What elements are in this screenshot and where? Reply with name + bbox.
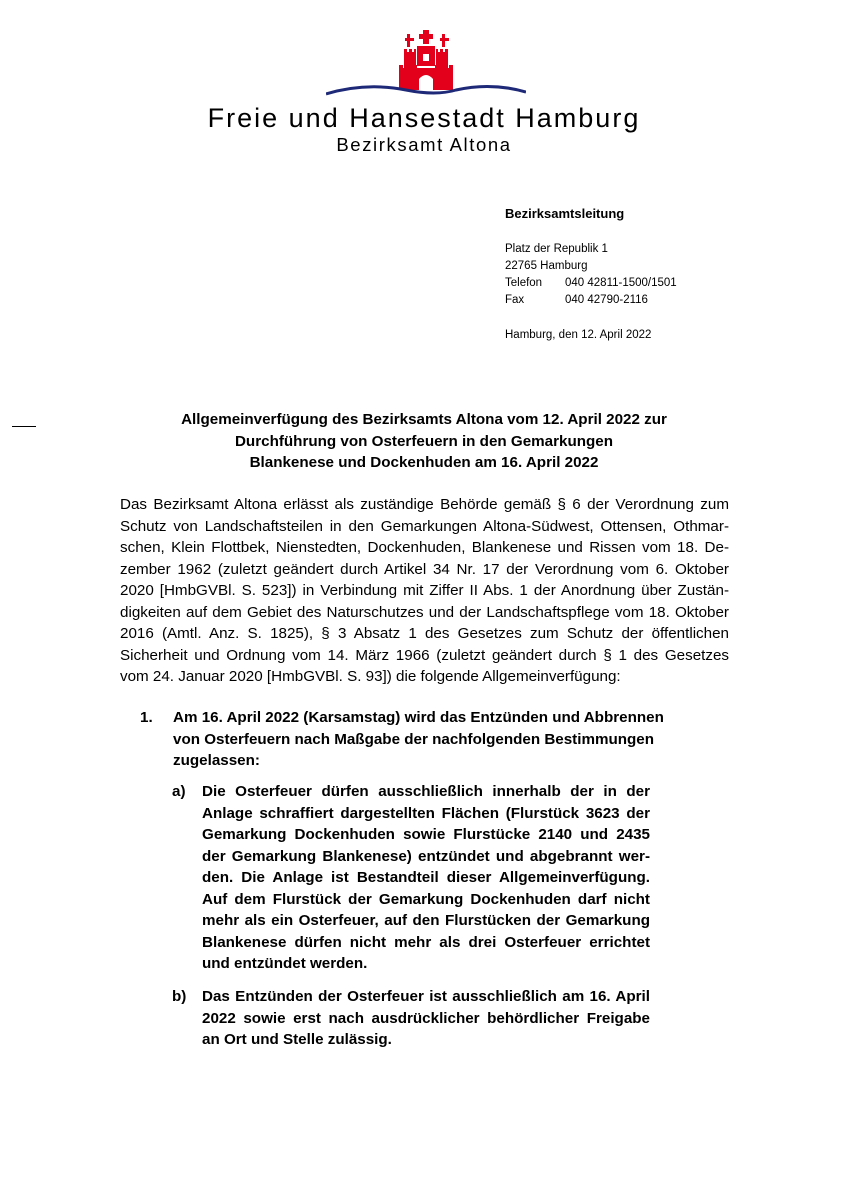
sub-item-label: b) — [172, 988, 187, 1005]
hamburg-coat-of-arms-icon — [326, 30, 526, 104]
fold-mark — [12, 426, 36, 427]
sub-item-text: Das Entzünden der Osterfeuer ist ausschließlich am 16. April 2022 sowie erst nach ausdrücklicher behördlicher Freigabe an Ort und Stelle zulässig. — [202, 988, 650, 1048]
org-subtitle: Bezirksamt Altona — [336, 134, 512, 155]
fax-label: Fax — [505, 294, 525, 306]
document-title — [120, 409, 728, 474]
sub-item-label: a) — [172, 783, 186, 800]
sub-item-b — [172, 986, 650, 1051]
address-city: 22765 Hamburg — [505, 260, 588, 272]
title-line-3: Blankenese und Dockenhuden am 16. April 2022 — [249, 454, 599, 471]
address-street: Platz der Republik 1 — [505, 243, 608, 255]
item-text: Am 16. April 2022 (Karsamstag) wird das Entzünden und Abbrennen von Osterfeuern nach Maßgabe der nachfolgenden Bestimmungen zugelassen: — [173, 709, 664, 769]
title-line-1: Allgemeinverfügung des Bezirksamts Altona vom 12. April 2022 zur — [181, 411, 667, 428]
sub-item-a — [172, 781, 650, 975]
item-number: 1. — [140, 709, 153, 726]
fax-row — [505, 292, 677, 309]
document-date: Hamburg, den 12. April 2022 — [505, 329, 652, 341]
phone-label: Telefon — [505, 277, 543, 289]
intro-paragraph: Das Bezirksamt Altona erlässt als zuständige Behörde gemäß § 6 der Verordnung zum Schutz von Landschaftsteilen in den Gemarkungen Altona-Südwest, Ottensen, Othmarschen, Klein Flottbek, Nienstedten, Dockenhuden, Blankenese und Rissen vom 18. Dezember 1962 (zuletzt geändert durch Artikel 34 Nr. 17 der Verordnung vom 6. Oktober 2020 [HmbGVBl. S. 523]) in Verbindung mit Ziffer II Abs. 1 der Anordnung über Zuständigkeiten auf dem Gebiet des Naturschutzes und der Landschaftspflege vom 18. Oktober 2016 (Amtl. Anz. S. 1825), § 3 Absatz 1 des Gesetzes zum Schutz der öffentlichen Sicherheit und Ordnung vom 14. März 1966 (zuletzt geändert durch § 1 des Gesetzes vom 24. Januar 2020 [HmbGVBl. S. 93]) die folgende Allgemeinverfügung: — [120, 496, 729, 685]
org-name: Freie und Hansestadt Hamburg — [207, 103, 641, 133]
department: Bezirksamtsleitung — [505, 206, 625, 221]
list-item — [140, 707, 680, 772]
title-line-2: Durchführung von Osterfeuern in den Gemarkungen — [234, 432, 614, 450]
phone-number: 040 42811-1500/1501 — [565, 277, 677, 289]
fax-number: 040 42790-2116 — [565, 294, 648, 306]
sub-item-text: Die Osterfeuer dürfen ausschließlich innerhalb der in der Anlage schraffiert dargestellten Flächen (Flurstück 3623 der Gemarkung Dockenhuden sowie Flurstücke 2140 und 2435 der Gemarkung Blankenese) entzündet und abgebrannt werden. Die Anlage ist Bestandteil dieser Allgemeinverfügung. Auf dem Flurstück der Gemarkung Dockenhuden darf nicht mehr als ein Osterfeuer, auf den Flurstücken der Gemarkung Blankenese dürfen nicht mehr als drei Osterfeuer errichtet und entzündet werden. — [202, 783, 650, 972]
address-block — [505, 205, 677, 344]
phone-row — [505, 275, 677, 292]
